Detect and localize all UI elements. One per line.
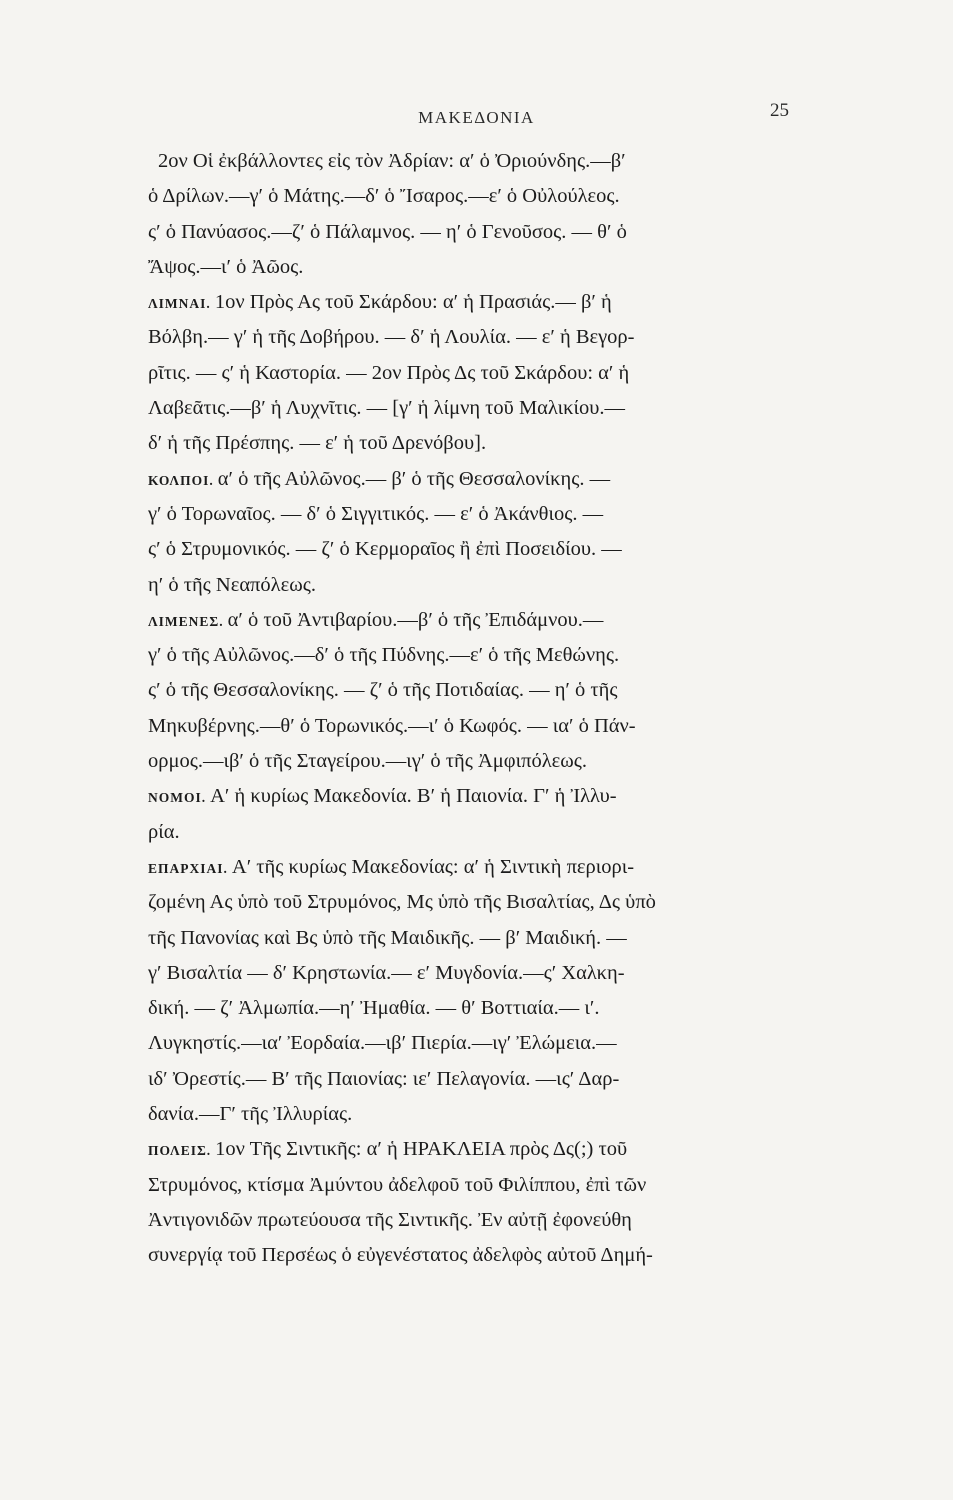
line-text: Βόλβη.— γ′ ἡ τῆς Δοβήρου. — δ′ ἡ Λουλία. — ε′ ἡ Βεγορ-: [148, 326, 635, 349]
line-text: γ′ ὁ Τορωναῖος. — δ′ ὁ Σιγγιτικός. — ε′ ὁ Ἀκάνθιος. —: [148, 502, 604, 525]
text-line: [148, 1097, 808, 1132]
text-line: [148, 356, 808, 391]
line-text: δανία.—Γ′ τῆς Ἰλλυρίας.: [148, 1103, 353, 1126]
text-line: [148, 532, 808, 567]
line-text: γ′ Βισαλτία — δ′ Κρηστωνία.— ε′ Μυγδονία.—ς′ Χαλκη-: [148, 961, 625, 984]
text-line: [148, 779, 808, 814]
text-line: [148, 815, 808, 850]
text-line: [148, 320, 808, 355]
line-text: ς′ ὁ Στρυμονικός. — ζ′ ὁ Κερμοραῖος ἢ ἐπὶ Ποσειδίου. —: [148, 538, 622, 561]
text-line: [148, 1026, 808, 1061]
line-text: 2ον Οἱ ἐκβάλλοντες εἰς τὸν Ἀδρίαν: α′ ὁ Ὀριούνδης.—β′: [158, 150, 626, 172]
text-line: [148, 603, 808, 638]
section-label: ΠΟΛΕΙΣ.: [148, 1143, 212, 1159]
page-number: 25: [770, 100, 789, 121]
text-line: [148, 497, 808, 532]
line-text: ρῖτις. — ς′ ἡ Καστορία. — 2ον Πρὸς Δς τοῦ Σκάρδου: α′ ἡ: [148, 361, 630, 384]
line-text: α′ ὁ τῆς Αὐλῶνος.— β′ ὁ τῆς Θεσσαλονίκης. —: [217, 467, 611, 490]
text-line: [148, 462, 808, 497]
section-label: ΝΟΜΟΙ.: [148, 790, 207, 806]
text-line: [148, 1238, 808, 1273]
line-text: ς′ ὁ Πανύασος.—ζ′ ὁ Πάλαμνος. — η′ ὁ Γενοῦσος. — θ′ ὁ: [148, 220, 627, 243]
line-text: Ἀντιγονιδῶν πρωτεύουσα τῆς Σιντικῆς. Ἐν αὐτῇ ἐφονεύθη: [148, 1208, 632, 1231]
running-header-title: ΜΑΚΕΔΟΝΙΑ: [418, 108, 535, 127]
text-line: [148, 426, 808, 461]
text-line: [148, 673, 808, 708]
text-line: [148, 250, 808, 285]
text-line: [148, 285, 808, 320]
line-text: 1ον Τῆς Σιντικῆς: α′ ἡ ΗΡΑΚΛΕΙΑ πρὸς Δς(;) τοῦ: [215, 1138, 628, 1161]
text-line: [148, 850, 808, 885]
line-text: ὁ Δρίλων.—γ′ ὁ Μάτης.—δ′ ὁ Ἴσαρος.—ε′ ὁ Οὐλούλεος.: [148, 185, 620, 208]
line-text: Λαβεᾶτις.—β′ ἡ Λυχνῖτις. — [γ′ ἡ λίμνη τοῦ Μαλικίου.—: [148, 397, 625, 420]
line-text: Στρυμόνος, κτίσμα Ἀμύντου ἀδελφοῦ τοῦ Φιλίππου, ἐπὶ τῶν: [148, 1173, 647, 1196]
text-line: [148, 391, 808, 426]
line-text: Μηκυβέρνης.—θ′ ὁ Τορωνικός.—ι′ ὁ Κωφός. — ια′ ὁ Πάν-: [148, 714, 636, 737]
section-label: ΚΟΛΠΟΙ.: [148, 472, 214, 488]
text-line: [148, 744, 808, 779]
text-line: [148, 179, 808, 214]
line-text: συνεργίᾳ τοῦ Περσέως ὁ εὐγενέστατος ἀδελφὸς αὐτοῦ Δημή-: [148, 1244, 653, 1267]
section-label: ΛΙΜΝΑΙ.: [148, 296, 211, 312]
line-text: ρία.: [148, 820, 180, 843]
line-text: η′ ὁ τῆς Νεαπόλεως.: [148, 573, 316, 596]
line-text: Λυγκηστίς.—ια′ Ἐορδαία.—ιβ′ Πιερία.—ιγ′ Ἐλώμεια.—: [148, 1032, 617, 1055]
text-line: [148, 1168, 808, 1203]
text-line: [148, 921, 808, 956]
line-text: Α′ ἡ κυρίως Μακεδονία. Β′ ἡ Παιονία. Γ′ ἡ Ἰλλυ-: [210, 785, 617, 808]
line-text: 1ον Πρὸς Ας τοῦ Σκάρδου: α′ ἡ Πρασιάς.— β′ ἡ: [214, 291, 612, 314]
line-text: ς′ ὁ τῆς Θεσσαλονίκης. — ζ′ ὁ τῆς Ποτιδαίας. — η′ ὁ τῆς: [148, 679, 618, 702]
line-text: Α′ τῆς κυρίως Μακεδονίας: α′ ἡ Σιντικὴ περιορι-: [231, 855, 635, 878]
section-label: ΕΠΑΡΧΙΑΙ.: [148, 860, 228, 876]
text-line: [148, 885, 808, 920]
body-text: [148, 144, 808, 1274]
line-text: δική. — ζ′ Ἀλμωπία.—η′ Ἠμαθία. — θ′ Βοττιαία.— ι′.: [148, 997, 600, 1020]
section-label: ΛΙΜΕΝΕΣ.: [148, 613, 224, 629]
text-line: [148, 1062, 808, 1097]
text-line: [148, 144, 808, 179]
text-line: [148, 709, 808, 744]
text-line: [148, 1132, 808, 1167]
text-line: [148, 638, 808, 673]
line-text: α′ ὁ τοῦ Ἀντιβαρίου.—β′ ὁ τῆς Ἐπιδάμνου.—: [227, 608, 604, 631]
text-line: [148, 215, 808, 250]
line-text: τῆς Πανονίας καὶ Βς ὑπὸ τῆς Μαιδικῆς. — β′ Μαιδική. —: [148, 926, 627, 949]
line-text: ζομένη Ας ὑπὸ τοῦ Στρυμόνος, Μς ὑπὸ τῆς Βισαλτίας, Δς ὑπὸ: [148, 891, 656, 914]
line-text: δ′ ἡ τῆς Πρέσπης. — ε′ ἡ τοῦ Δρενόβου].: [148, 432, 487, 455]
line-text: ορμος.—ιβ′ ὁ τῆς Σταγείρου.—ιγ′ ὁ τῆς Ἀμφιπόλεως.: [148, 750, 588, 773]
text-line: [148, 1203, 808, 1238]
line-text: ιδ′ Ὀρεστίς.— Β′ τῆς Παιονίας: ιε′ Πελαγονία. —ις′ Δαρ-: [148, 1067, 620, 1090]
line-text: γ′ ὁ τῆς Αὐλῶνος.—δ′ ὁ τῆς Πύδνης.—ε′ ὁ τῆς Μεθώνης.: [148, 644, 620, 667]
text-line: [148, 991, 808, 1026]
text-line: [148, 956, 808, 991]
line-text: Ἄψος.—ι′ ὁ Ἀῶος.: [148, 255, 304, 278]
text-line: [148, 568, 808, 603]
